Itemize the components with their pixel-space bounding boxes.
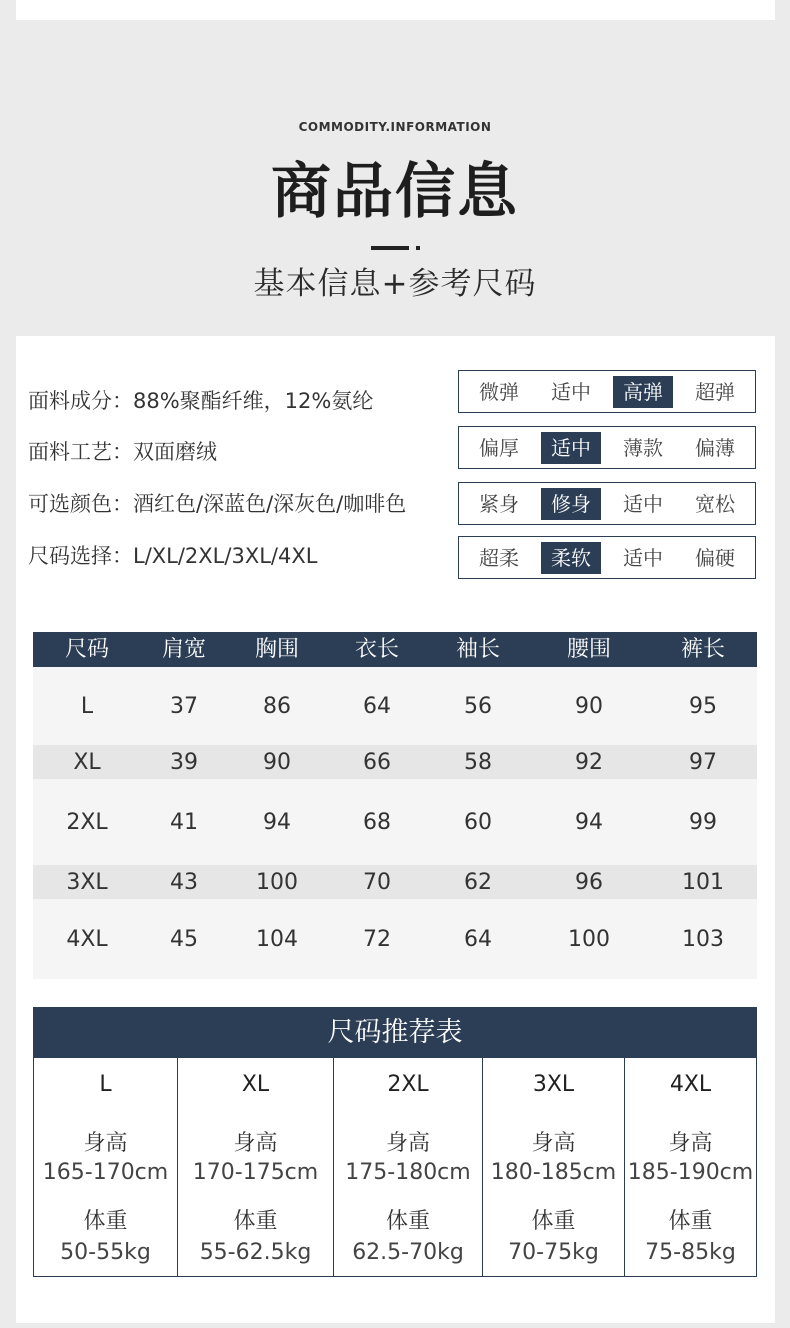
height-label: 身高 (668, 1131, 713, 1156)
table-cell: 64 (464, 926, 492, 952)
height-value: 175-180cm (345, 1160, 471, 1185)
weight-label: 体重 (83, 1209, 128, 1234)
scale-option: 适中 (623, 491, 663, 516)
height-label: 身高 (83, 1131, 128, 1156)
weight-label: 体重 (233, 1209, 278, 1234)
table-cell: 3XL (66, 869, 108, 895)
weight-value: 50-55kg (60, 1240, 151, 1265)
recommendation-column (483, 1058, 625, 1276)
scale-option: 薄款 (623, 435, 663, 460)
table-cell: 68 (363, 809, 391, 835)
recommendation-column (334, 1058, 483, 1276)
weight-label: 体重 (385, 1209, 430, 1234)
scale-option-selected: 柔软 (541, 542, 601, 574)
height-label: 身高 (531, 1131, 576, 1156)
recommend-size: 2XL (387, 1072, 429, 1097)
table-cell: 4XL (66, 926, 108, 952)
table-cell: 86 (263, 693, 291, 719)
recommend-size: 3XL (532, 1072, 575, 1097)
recommend-size: XL (241, 1072, 270, 1097)
table-cell: 90 (263, 749, 291, 775)
header-cell: 衣长 (354, 637, 399, 662)
recommend-size: L (99, 1072, 112, 1097)
table-cell: L (80, 693, 94, 719)
header-cell: 胸围 (254, 637, 299, 662)
table-cell: 37 (170, 693, 198, 719)
scale-option: 偏硬 (695, 545, 735, 570)
table-cell: XL (73, 749, 101, 775)
fabric-composition: 面料成分：88%聚酯纤维，12%氨纶 (28, 389, 374, 413)
table-cell: 2XL (66, 809, 108, 835)
table-cell: 39 (170, 749, 198, 775)
table-row (33, 865, 757, 899)
fabric-process: 面料工艺：双面磨绒 (28, 440, 217, 464)
table-row (33, 745, 757, 779)
table-cell: 66 (363, 749, 391, 775)
scale-option: 超弹 (695, 379, 735, 404)
table-cell: 43 (170, 869, 198, 895)
table-cell: 64 (363, 693, 391, 719)
scale-option: 适中 (551, 379, 591, 404)
softness-scale (458, 536, 756, 579)
weight-label: 体重 (668, 1209, 713, 1234)
table-cell: 97 (689, 749, 717, 775)
table-cell: 70 (363, 869, 391, 895)
scale-option-selected: 高弹 (613, 376, 673, 408)
scale-option: 适中 (623, 545, 663, 570)
table-cell: 94 (263, 809, 291, 835)
table-cell: 104 (256, 926, 298, 952)
size-recommendation-table (33, 1007, 757, 1277)
table-cell: 103 (682, 926, 724, 952)
height-label: 身高 (233, 1131, 278, 1156)
table-row (33, 899, 757, 979)
height-label: 身高 (385, 1131, 430, 1156)
table-cell: 100 (568, 926, 610, 952)
table-cell: 94 (575, 809, 603, 835)
height-value: 185-190cm (627, 1160, 754, 1185)
table-cell: 62 (464, 869, 492, 895)
table-row (33, 779, 757, 865)
scale-option: 紧身 (479, 491, 519, 516)
weight-value: 62.5-70kg (352, 1240, 464, 1265)
section-subtitle: 基本信息+参考尺码 (253, 266, 537, 302)
height-value: 170-175cm (192, 1160, 319, 1185)
section-title: 商品信息 (271, 157, 519, 227)
weight-label: 体重 (531, 1209, 576, 1234)
recommendation-title: 尺码推荐表 (34, 1008, 756, 1058)
weight-value: 55-62.5kg (199, 1240, 312, 1265)
color-options: 可选颜色：酒红色/深蓝色/深灰色/咖啡色 (28, 492, 407, 516)
table-cell: 92 (575, 749, 603, 775)
height-value: 180-185cm (490, 1160, 617, 1185)
top-card (16, 0, 775, 20)
scale-option: 超柔 (479, 545, 519, 570)
table-cell: 101 (682, 869, 724, 895)
size-options: 尺码选择：L/XL/2XL/3XL/4XL (28, 544, 318, 568)
scale-option: 偏厚 (479, 435, 519, 460)
table-cell: 41 (170, 809, 198, 835)
table-cell: 56 (464, 693, 492, 719)
table-cell: 90 (575, 693, 603, 719)
recommendation-column (34, 1058, 178, 1276)
table-cell: 60 (464, 809, 492, 835)
header-cell: 尺码 (64, 637, 109, 662)
header-cell: 腰围 (566, 637, 611, 662)
scale-option-selected: 适中 (541, 432, 601, 464)
table-row (33, 667, 757, 745)
table-cell: 95 (689, 693, 717, 719)
height-value: 165-170cm (42, 1160, 169, 1185)
thickness-scale (458, 426, 756, 469)
header-cell: 裤长 (680, 637, 725, 662)
fit-scale (458, 482, 756, 525)
table-cell: 100 (256, 869, 298, 895)
scale-option: 偏薄 (695, 435, 735, 460)
table-cell: 96 (575, 869, 603, 895)
scale-option-selected: 修身 (541, 488, 601, 520)
title-underline (371, 246, 409, 250)
weight-value: 75-85kg (645, 1240, 736, 1265)
header-cell: 肩宽 (161, 637, 206, 662)
elasticity-scale (458, 370, 756, 413)
table-cell: 99 (689, 809, 717, 835)
size-table (33, 632, 757, 979)
recommend-size: 4XL (669, 1072, 712, 1097)
recommendation-column (625, 1058, 756, 1276)
size-table-header (33, 632, 757, 667)
title-underline-dot (416, 246, 420, 250)
scale-option: 微弹 (479, 379, 519, 404)
recommendation-column (178, 1058, 334, 1276)
scale-option: 宽松 (695, 491, 735, 516)
header-cell: 袖长 (455, 637, 500, 662)
section-title-en: COMMODITY.INFORMATION (298, 120, 492, 134)
weight-value: 70-75kg (508, 1240, 599, 1265)
table-cell: 45 (170, 926, 198, 952)
table-cell: 58 (464, 749, 492, 775)
table-cell: 72 (363, 926, 391, 952)
